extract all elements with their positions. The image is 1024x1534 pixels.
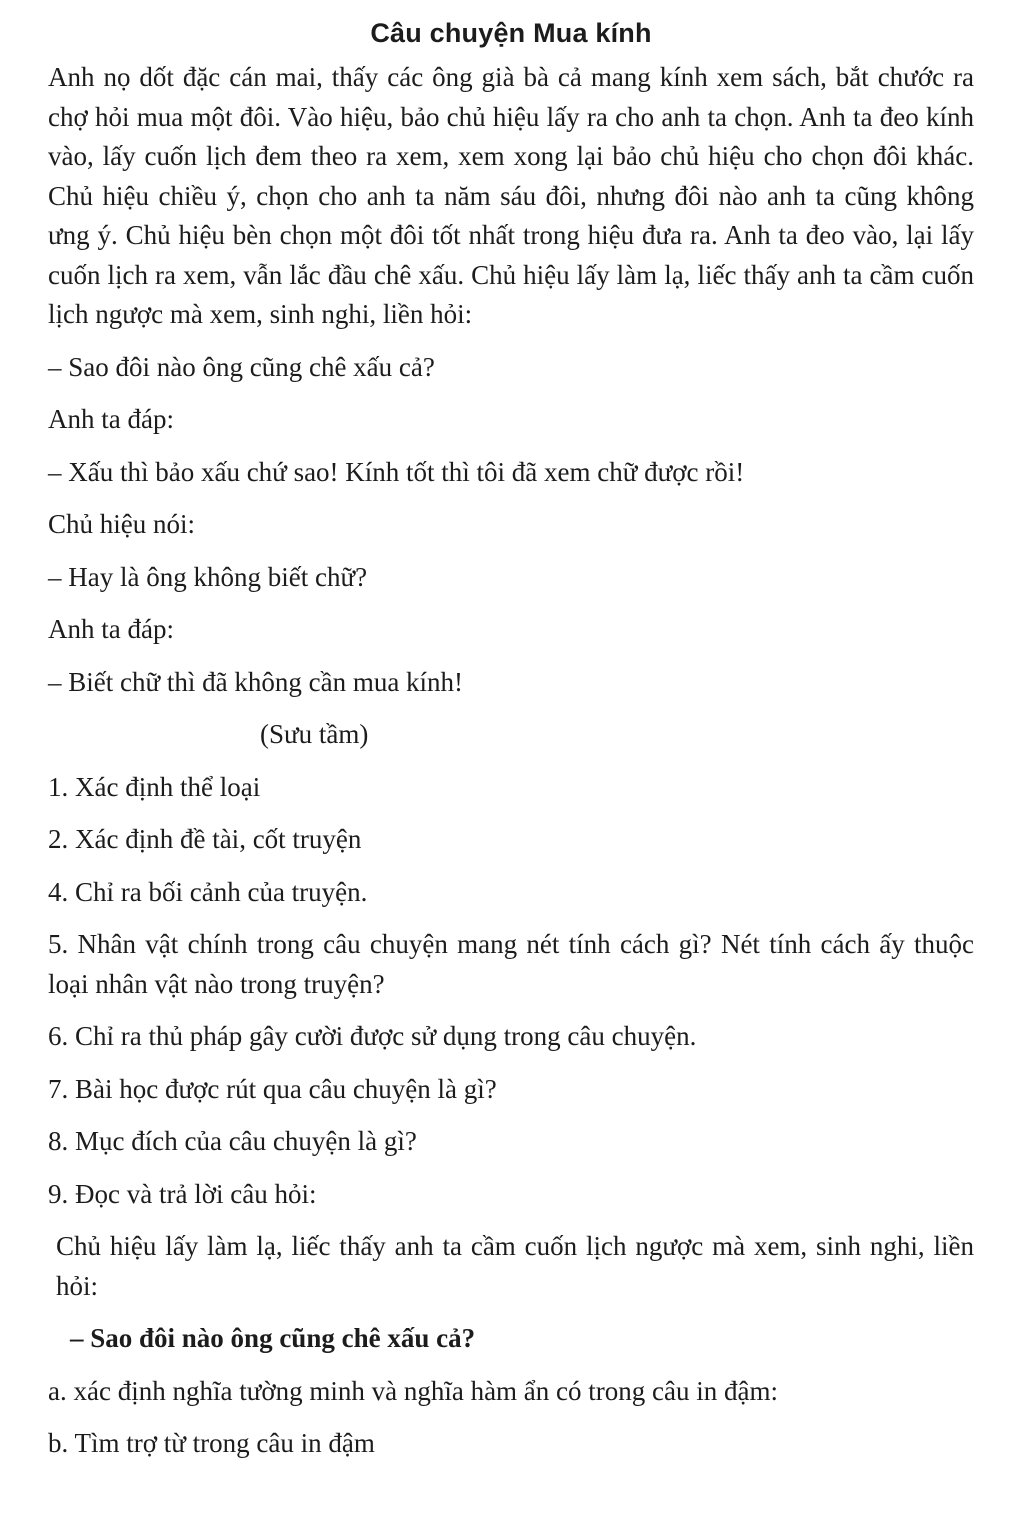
excerpt-bold-sentence: – Sao đôi nào ông cũng chê xấu cả? <box>70 1323 476 1353</box>
question-item: 7. Bài học được rút qua câu chuyện là gì? <box>48 1073 497 1104</box>
sub-question-item: a. xác định nghĩa tường minh và nghĩa hàm ẩn có trong câu in đậm: <box>48 1375 778 1406</box>
excerpt-text: Chủ hiệu lấy làm lạ, liếc thấy anh ta cầm cuốn lịch ngược mà xem, sinh nghi, liền hỏi: <box>56 1231 974 1301</box>
question-item: 2. Xác định đề tài, cốt truyện <box>48 824 362 854</box>
story-source: (Sưu tầm) <box>260 719 369 749</box>
dialogue-line: – Xấu thì bảo xấu chứ sao! Kính tốt thì tôi đã xem chữ được rồi! <box>48 456 745 487</box>
dialogue-line: Anh ta đáp: <box>48 404 174 434</box>
question-item: 4. Chỉ ra bối cảnh của truyện. <box>48 876 368 907</box>
question-item: 5. Nhân vật chính trong câu chuyện mang nét tính cách gì? Nét tính cách ấy thuộc loại nhân vật nào trong truyện? <box>48 929 974 999</box>
dialogue-line: – Hay là ông không biết chữ? <box>48 561 368 592</box>
sub-question-item: b. Tìm trợ từ trong câu in đậm <box>48 1428 375 1458</box>
question-item: 6. Chỉ ra thủ pháp gây cười được sử dụng trong câu chuyện. <box>48 1021 697 1051</box>
story-title: Câu chuyện Mua kính <box>370 18 652 48</box>
question-item: 1. Xác định thể loại <box>48 771 261 802</box>
dialogue-line: Anh ta đáp: <box>48 614 174 644</box>
story-paragraph: Anh nọ dốt đặc cán mai, thấy các ông già bà cả mang kính xem sách, bắt chước ra chợ hỏi mua một đôi. Vào hiệu, bảo chủ hiệu lấy ra cho anh ta chọn. Anh ta đeo kính vào, lấy cuốn lịch đem theo ra xem, xem xong lại bảo chủ hiệu cho chọn đôi khác. Chủ hiệu chiều ý, chọn cho anh ta năm sáu đôi, nhưng đôi nào anh ta cũng không ưng ý. Chủ hiệu bèn chọn một đôi tốt nhất trong hiệu đưa ra. Anh ta đeo vào, lại lấy cuốn lịch ra xem, vẫn lắc đầu chê xấu. Chủ hiệu lấy làm lạ, liếc thấy anh ta cầm cuốn lịch ngược mà xem, sinh nghi, liền hỏi: <box>48 62 974 329</box>
question-item: 9. Đọc và trả lời câu hỏi: <box>48 1178 317 1209</box>
dialogue-line: – Biết chữ thì đã không cần mua kính! <box>48 666 464 697</box>
dialogue-line: Chủ hiệu nói: <box>48 509 195 539</box>
dialogue-line: – Sao đôi nào ông cũng chê xấu cả? <box>48 351 435 382</box>
question-item: 8. Mục đích của câu chuyện là gì? <box>48 1126 417 1156</box>
